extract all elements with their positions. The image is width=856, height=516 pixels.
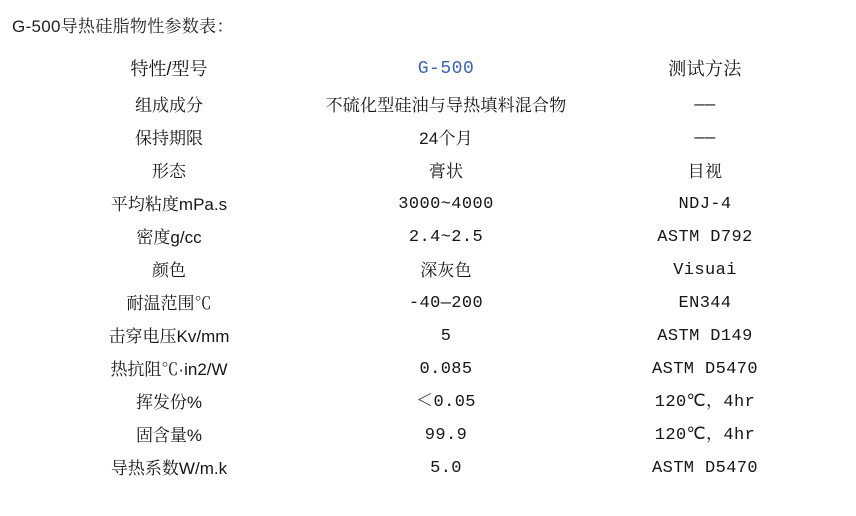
column-header-property: 特性/型号 <box>130 59 208 79</box>
cell-property: 固含量% <box>135 425 203 445</box>
cell-property: 挥发份% <box>135 392 203 412</box>
cell-property: 耐温范围℃ <box>126 293 212 313</box>
table-header-row <box>28 52 828 90</box>
column-header-model: G-500 <box>417 59 475 79</box>
cell-method: —— <box>694 129 716 149</box>
table-row <box>28 354 828 387</box>
cell-method: EN344 <box>678 293 732 313</box>
cell-value: 0.085 <box>419 359 473 379</box>
cell-method: Visuai <box>673 260 737 280</box>
table-row <box>28 222 828 255</box>
cell-property: 热抗阻℃·in2/W <box>110 359 228 379</box>
cell-property: 导热系数W/m.k <box>110 458 228 478</box>
table-row <box>28 321 828 354</box>
cell-value: 2.4~2.5 <box>408 228 484 248</box>
cell-value: 99.9 <box>424 425 468 445</box>
cell-value: -40—200 <box>408 293 484 313</box>
cell-method: 120℃，4hr <box>654 392 756 412</box>
cell-value: 5 <box>440 326 452 346</box>
cell-property: 组成成分 <box>135 96 203 116</box>
cell-method: ASTM D5470 <box>651 359 759 379</box>
table-row <box>28 453 828 486</box>
cell-value: 深灰色 <box>420 260 472 280</box>
table-row <box>28 123 828 156</box>
cell-value: 膏状 <box>428 162 464 182</box>
spec-table <box>28 52 828 486</box>
cell-value: 5.0 <box>430 458 462 478</box>
cell-property: 平均粘度mPa.s <box>110 195 228 215</box>
cell-method: ASTM D792 <box>657 228 753 248</box>
cell-value: 3000~4000 <box>398 195 494 215</box>
cell-property: 形态 <box>152 162 186 182</box>
cell-property: 保持期限 <box>135 129 203 149</box>
cell-method: —— <box>694 96 716 116</box>
cell-method: ASTM D5470 <box>651 458 759 478</box>
table-row <box>28 387 828 420</box>
cell-method: ASTM D149 <box>657 326 753 346</box>
table-row <box>28 420 828 453</box>
table-row <box>28 90 828 123</box>
cell-value: ＜0.05 <box>416 392 476 412</box>
table-row <box>28 156 828 189</box>
cell-method: 目视 <box>687 162 723 182</box>
spec-table-body <box>28 52 828 486</box>
page-title: G-500导热硅脂物性参数表： <box>12 17 234 36</box>
column-header-method: 测试方法 <box>668 59 742 79</box>
cell-property: 密度g/cc <box>136 228 202 248</box>
cell-value: 不硫化型硅油与导热填料混合物 <box>325 96 567 116</box>
table-row <box>28 189 828 222</box>
cell-property: 颜色 <box>152 260 186 280</box>
cell-method: NDJ-4 <box>678 195 732 215</box>
cell-property: 击穿电压Kv/mm <box>108 326 230 346</box>
cell-value: 24个月 <box>419 129 473 149</box>
table-row <box>28 288 828 321</box>
cell-method: 120℃，4hr <box>654 425 756 445</box>
table-row <box>28 255 828 288</box>
